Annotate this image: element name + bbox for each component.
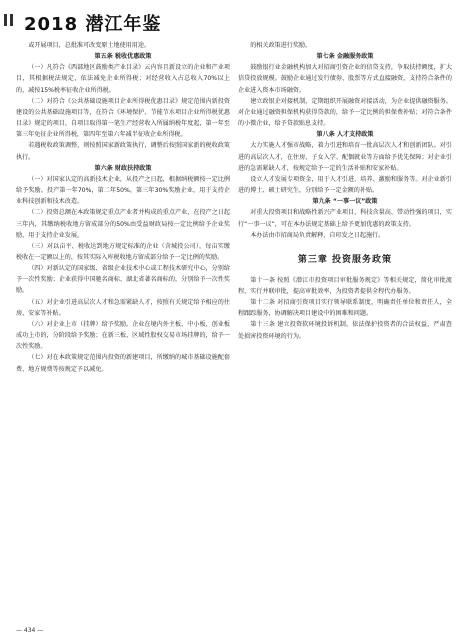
article-heading: 第七条 金融服务政策	[316, 53, 374, 61]
paragraph: （七）对在本政策规定范围内投资的新建项目，所缴纳的城市基础设施配套费、地方规费等按规定予以减免。	[16, 354, 230, 373]
paragraph: 建立政银企对接机制，定期组织开展融资对接活动，为企业提供融资服务。对企业通过融资担保机构获得贷款的，给予一定比例的担保费补贴；对符合条件的小微企业，给予贷款贴息支持。	[238, 97, 452, 128]
paragraph: 对重大投资项目和战略性新兴产业项目、科技含量高、带动性强的项目，实行“一事一议”，可在本办法规定基础上给予更加优惠的政策支持。	[238, 209, 452, 228]
paragraph: （五）对企业引进高层次人才和急需紧缺人才，按照有关规定给予相应的住房、安家等补贴。	[16, 298, 230, 317]
article-heading: 第九条 “一事一议”政策	[312, 198, 378, 206]
paragraph: 若遇税收政策调整，则按照国家新政策执行，调整后按照国家新的税收政策执行。	[16, 142, 230, 161]
paragraph: 第十二条 对招商引资项目实行领导联系制度，明确责任单位和责任人，全程跟踪服务，协调解决项目建设中的困难和问题。	[238, 299, 452, 318]
left-column	[16, 40, 230, 375]
paragraph: 大力实施人才强市战略，着力引进和培育一批高层次人才和创新团队。对引进的高层次人才，在住房、子女入学、配偶就业等方面给予优先保障；对企业引进的急需紧缺人才，按规定给予一定的生活补贴和安家补贴。	[238, 142, 452, 172]
paragraph: 第十一条 按照《潜江市投资项目审批服务规定》等相关规定，简化审批流程，实行并联审批，提高审批效率，为投资者提供全程代办服务。	[238, 276, 452, 295]
paragraph: （四）对新认定的国家级、省级企业技术中心或工程技术研究中心，分别给予一次性奖励；企业获得中国驰名商标、湖北省著名商标的，分别给予一次性奖励。	[16, 265, 230, 295]
right-column-bottom	[238, 275, 452, 342]
paragraph: （三）对以亩平、税收达到地方规定标准的企业（含城投公司），每亩实缴税收在一定额以上的，按其实际入库税收地方留成部分给予一定比例的奖励。	[16, 242, 230, 261]
paragraph: 鼓励银行业金融机构加大对招商引资企业的信贷支持，争取扶持额度，扩大信贷投放规模。鼓励企业通过发行债券、股票等方式直接融资，支持符合条件的企业进入资本市场融资。	[238, 64, 452, 94]
paragraph: 或开展项目，总批准可改变原土地使用用途。	[28, 42, 151, 49]
paragraph: 第十三条 建立投资软环境投诉机制，依法保护投资者的合法权益，严肃查处损害投资环境的行为。	[238, 321, 452, 340]
article-heading: 第八条 人才支持政策	[316, 131, 374, 139]
paragraph: （一）凡符合《西部地区鼓励类产业目录》云内容且新设立的企业和产业项目，其根据税法规定，依法减免企业所得税；对经营收入占总收入70%以上的，减按15%税率征收企业所得税。	[16, 64, 230, 94]
page-number: — 434 —	[16, 627, 44, 634]
article-heading: 第五条 税收优惠政策	[94, 53, 152, 61]
page-header	[0, 0, 468, 35]
paragraph: （二）投资总额在本政策规定重点产业者并构成的重点产业，在投产之日起三年内，其缴纳税收地方留成部分的50%由受益财政局按一定比例给予企业奖励，用于支持企业发展。	[16, 209, 230, 239]
article-heading: 第六条 财政扶持政策	[94, 164, 152, 172]
paragraph: 本办法由市招商局负责解释，自印发之日起施行。	[250, 231, 385, 239]
paragraph: （六）对企业上市（挂牌）给予奖励。企业在境内外主板、中小板、创业板成功上市的，分阶段给予奖励；在新三板、区域性股权交易市场挂牌的，给予一次性奖励。	[16, 320, 230, 351]
header-decoration	[4, 14, 13, 26]
paragraph: 的相关政策进行奖励。	[250, 42, 312, 49]
yearbook-title: 2018 潜江年鉴	[24, 14, 162, 35]
chapter-heading: 第三章 投资服务政策	[297, 254, 393, 265]
paragraph: （二）对符合《公共基础设施项目企业所得税优惠目录》规定范围内新投资建设的公共基础设施项目等，在符合《环境保护、节能节水项目企业所得税优惠目录》规定的项目，自项目取得第一笔生产经营收入所属纳税年度起，第一年至第三年免征企业所得税，第四年至第六年减半征收企业所得税。	[16, 97, 230, 139]
paragraph: 设立人才发展专项资金，用于人才引进、培养、激励和服务等。对企业新引进的博士、硕士研究生，分别给予一定金额的补贴。	[238, 175, 452, 195]
right-column-top	[238, 40, 452, 241]
paragraph: （一）对国家认定的高新技术企业，从投产之日起，根据纳税额按一定比例给予奖励。投产第一年70%，第二年50%，第三年30%奖励企业，用于支持企业科技创新和技术改造。	[16, 175, 230, 206]
right-column	[238, 40, 452, 342]
